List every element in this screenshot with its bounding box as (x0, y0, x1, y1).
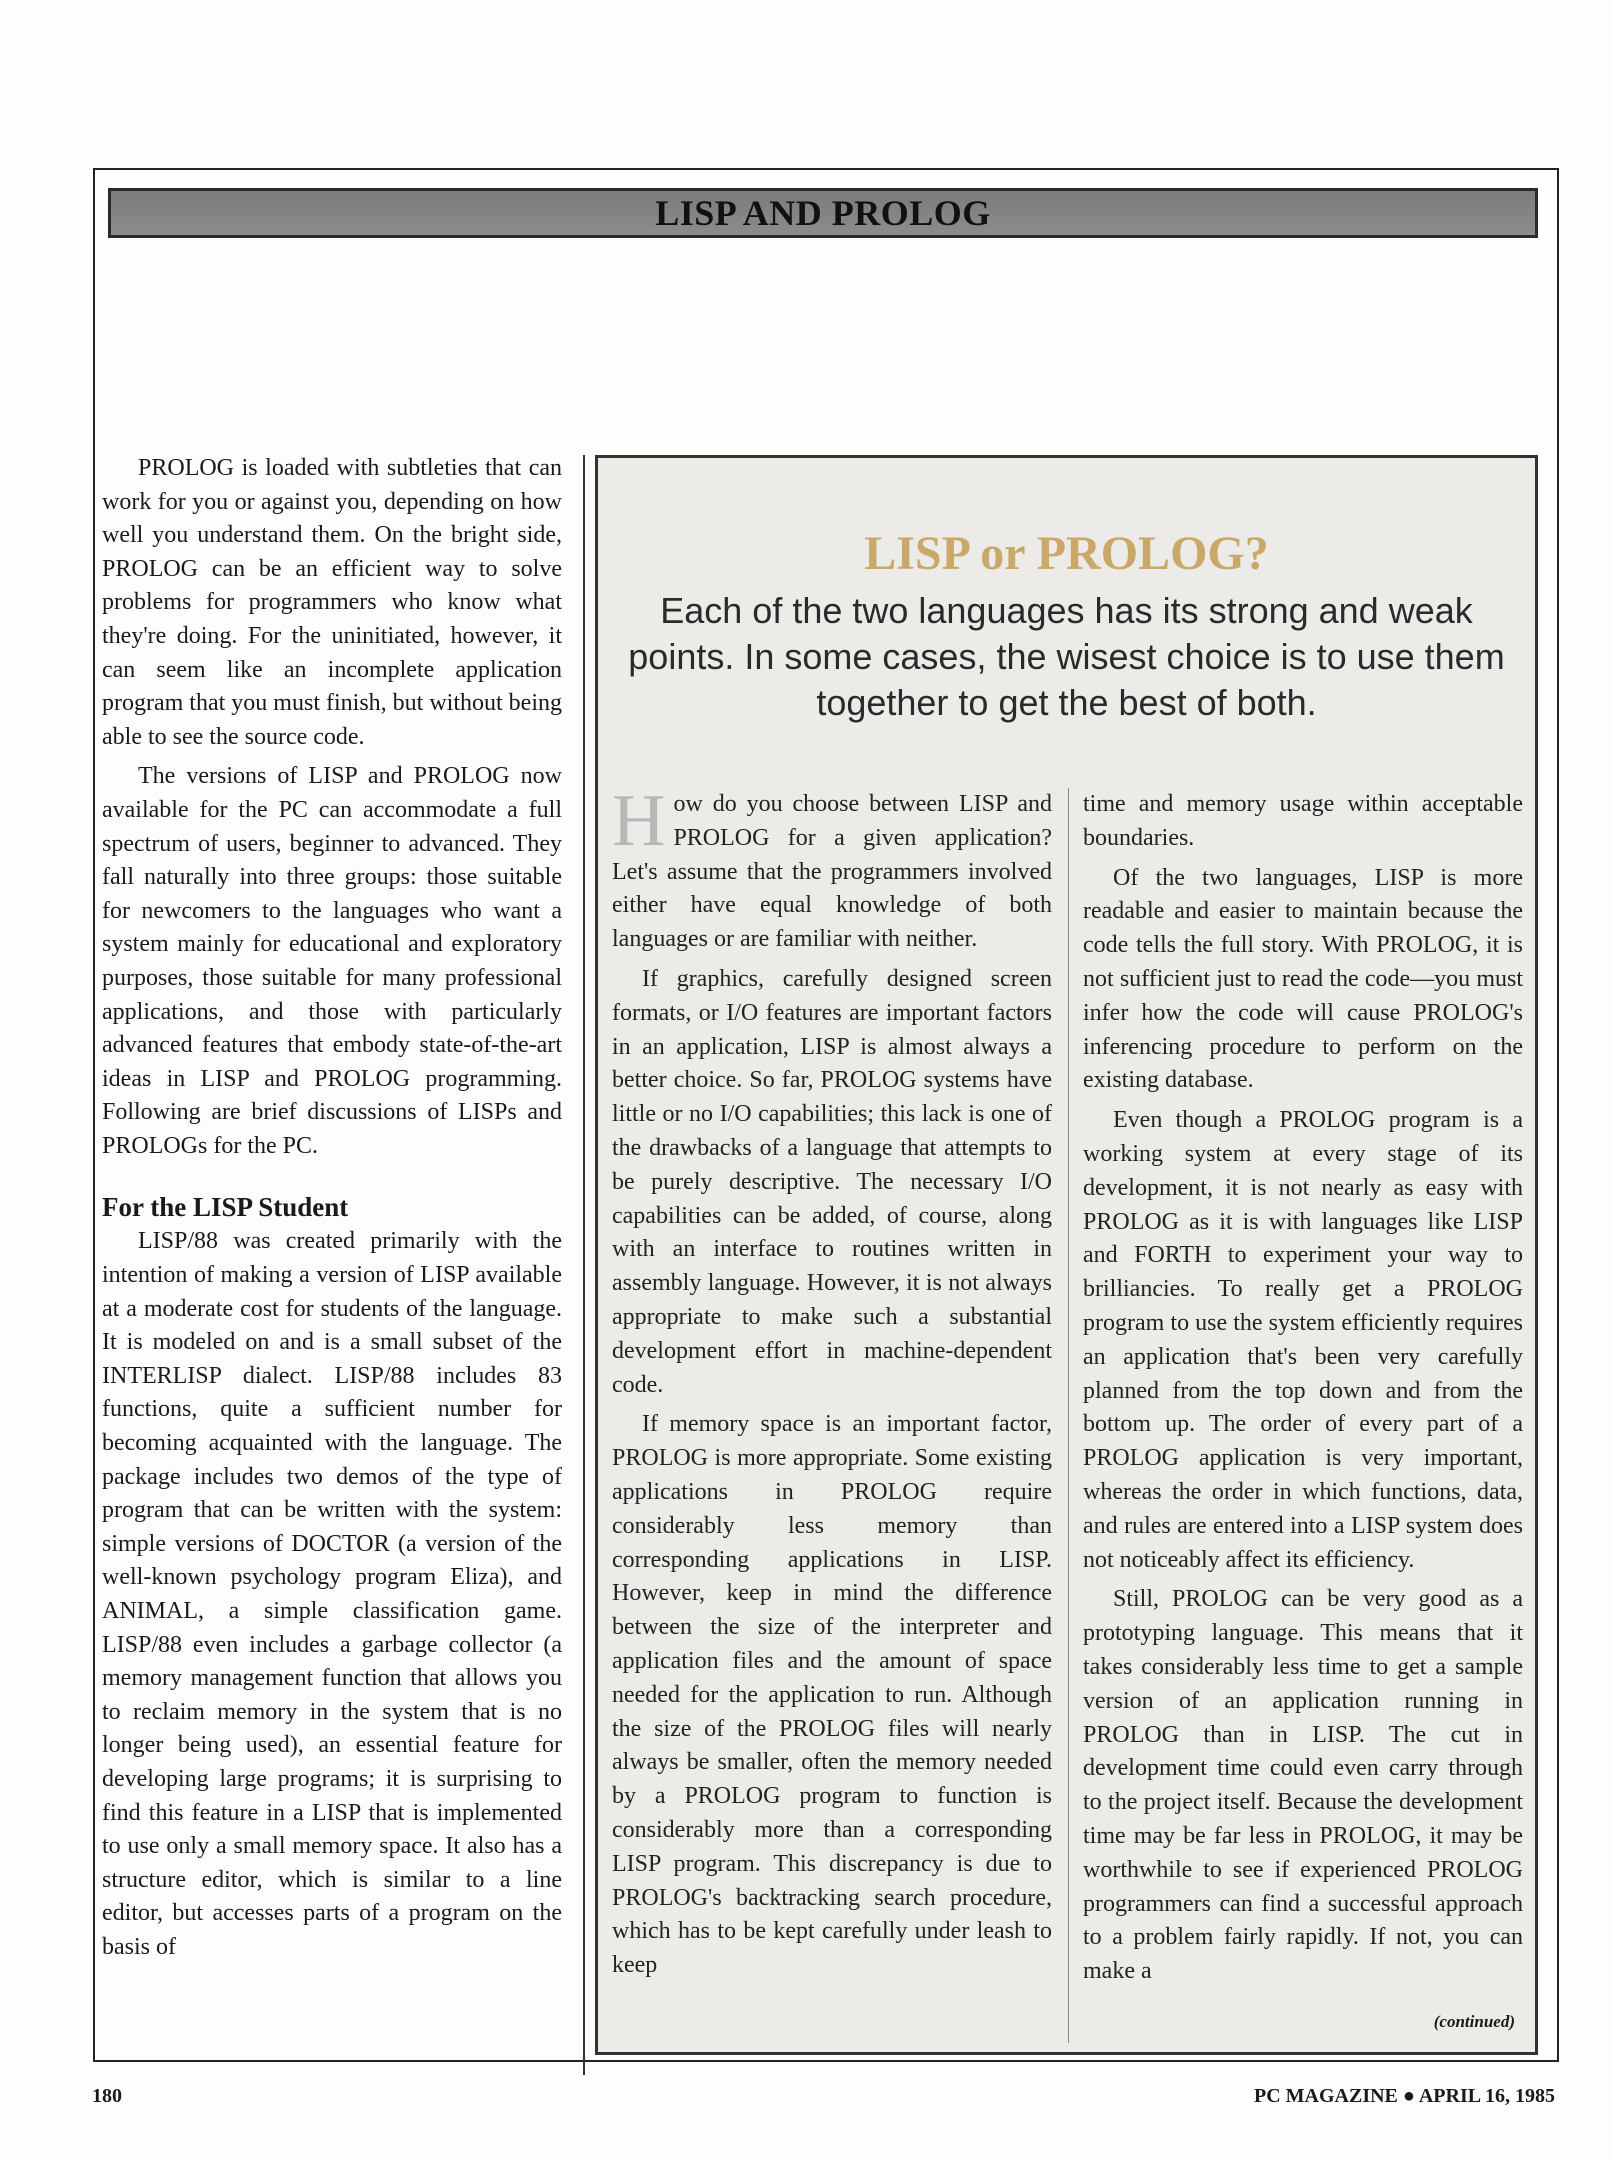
sidebar-paragraph: If memory space is an important factor, PROLOG is more appropriate. Some existing applications in PROLOG require considerably less memory than corresponding applications in LISP. However, keep in mind the difference between the size of the interpreter and application files and the amount of space needed for the application to run. Although the size of the PROLOG files will nearly always be smaller, often the memory needed by a PROLOG program to function is considerably more than a corresponding LISP program. This discrepancy is due to PROLOG's backtracking search procedure, which has to be kept carefully under leash to keep (612, 1411, 1052, 1979)
continued-label: (continued) (1433, 2012, 1515, 2031)
left-paragraph-3: LISP/88 was created primarily with the intention of making a version of LISP available at a moderate cost for students of the language. It is modeled on and is a small subset of the INTERLISP dialect. LISP/88 includes 83 functions, quite a sufficient number for becoming acquainted with the language. The package includes two demos of the type of program that can be written with the system: simple versions of DOCTOR (a version of the well-known psychology program Eliza), and ANIMAL, a simple classification game. LISP/88 even includes a garbage collector (a memory management function that allows you to reclaim memory in the system that is no longer being used), an essential feature for developing large programs; it is surprising to find this feature in a LISP that is implemented to use only a small memory space. It also has a structure editor, which is similar to a line editor, but accesses parts of a program on the basis of (102, 1228, 562, 1960)
left-paragraph-2: The versions of LISP and PROLOG now available for the PC can accommodate a full spectrum of users, beginner to advanced. They fall naturally into three groups: those suitable for newcomers to the languages who want a system mainly for educational and exploratory purposes, those suitable for many professional applications, and those with particularly advanced features that embody state-of-the-art ideas in LISP and PROLOG programming. Following are brief discussions of LISPs and PROLOGs for the PC. (102, 763, 562, 1159)
sidebar-column-1 (612, 788, 1052, 2018)
sidebar-paragraph: If graphics, carefully designed screen formats, or I/O features are important factors in an application, LISP is almost always a better choice. So far, PROLOG systems have little or no I/O capabilities; this lack is one of the drawbacks of a language that attempts to be purely descriptive. The necessary I/O capabilities can be added, of course, along with an interface to routines written in assembly language. However, it is not always appropriate to make such a substantial development effort in machine-dependent code. (612, 965, 1052, 1398)
sidebar-paragraph: Still, PROLOG can be very good as a prototyping language. This means that it takes considerably less time to get a sample version of an application running in PROLOG than in LISP. The cut in development time could even carry through to the project itself. Because the development time may be far less in PROLOG, it may be worthwhile to see if experienced PROLOG programmers can find a successful approach to a problem fairly rapidly. If not, you can make a (1083, 1586, 1523, 1985)
column-rule (583, 455, 585, 2075)
publication-footer: PC MAGAZINE ● APRIL 16, 1985 (1254, 2085, 1555, 2107)
sidebar-paragraph: Even though a PROLOG program is a working system at every stage of its development, it is not nearly as easy with PROLOG as it is with languages like LISP and FORTH to experiment your way to brilliancies. To really get a PROLOG program to use the system efficiently requires an application that's been very carefully planned from the top down and from the bottom up. The order of every part of a PROLOG application is very important, whereas the order in which functions, data, and rules are entered into a LISP system does not noticeably affect its efficiency. (1083, 1107, 1523, 1573)
drop-cap: H (612, 788, 666, 862)
sidebar-paragraph: Of the two languages, LISP is more readable and easier to maintain because the code tells the full story. With PROLOG, it is not sufficient just to read the code—you must infer how the code will cause PROLOG's inferencing procedure to perform on the existing database. (1083, 864, 1523, 1094)
left-subhead: For the LISP Student (102, 1192, 349, 1223)
sidebar-paragraph: time and memory usage within acceptable boundaries. (1083, 791, 1523, 851)
sidebar-column-2 (1083, 788, 1523, 2018)
sidebar-paragraph-text: ow do you choose between LISP and PROLOG for a given application? Let's assume that the programmers involved either have equal knowledge of both languages or are familiar with neither. (612, 791, 1052, 953)
sidebar-title: LISP or PROLOG? (864, 527, 1269, 580)
sidebar-box (595, 455, 1538, 2055)
sidebar-paragraph (612, 788, 1052, 957)
sidebar-column-rule (1068, 788, 1069, 2043)
sidebar-deck: Each of the two languages has its strong and weak points. In some cases, the wisest choice is to use them together to get the best of both. (628, 590, 1505, 723)
page-number: 180 (92, 2085, 122, 2107)
section-header: LISP AND PROLOG (108, 188, 1538, 238)
left-paragraph-1: PROLOG is loaded with subtleties that can work for you or against you, depending on how well you understand them. On the bright side, PROLOG can be an efficient way to solve problems for programmers who know what they're doing. For the uninitiated, however, it can seem like an incomplete application program that you must finish, but without being able to see the source code. (102, 455, 562, 750)
left-column (102, 452, 562, 2072)
